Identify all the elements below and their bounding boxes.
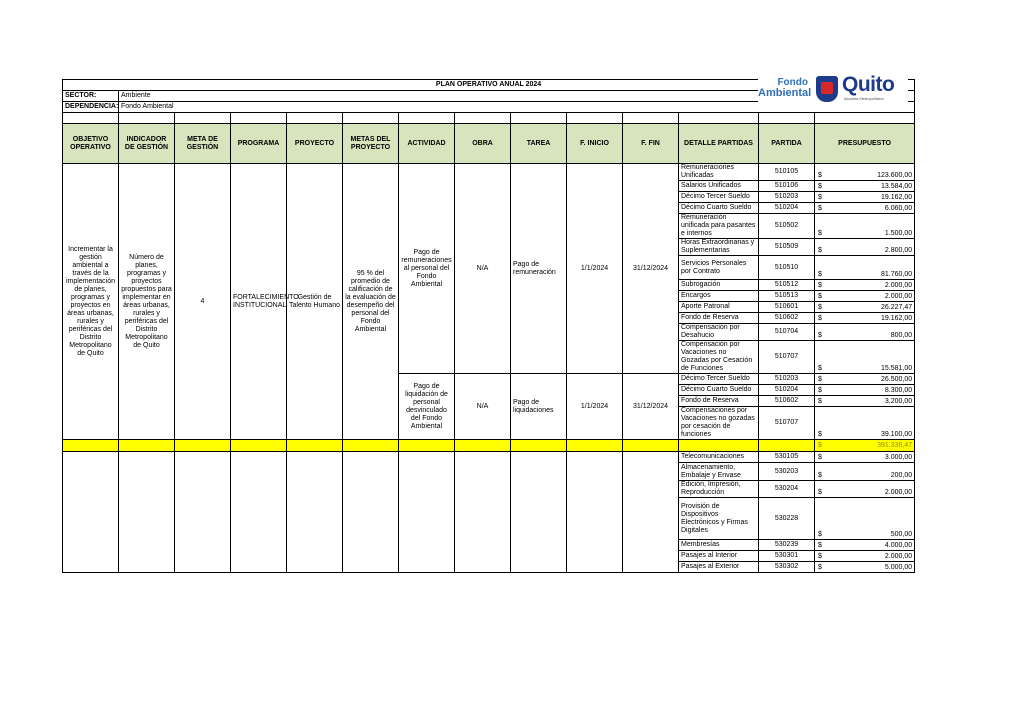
amount-cell: 2.000,00 (825, 551, 915, 562)
detalle-partida-cell: Membresías (679, 540, 759, 551)
partida-cell: 510602 (759, 313, 815, 324)
detalle-partida-cell: Compensación por Vacaciones no Gozadas por Cesación de Funciones (679, 341, 759, 374)
detalle-partida-cell: Pasajes al Exterior (679, 562, 759, 573)
quito-shield-icon (816, 76, 838, 102)
spacer-cell (231, 113, 287, 124)
partida-cell: 510509 (759, 239, 815, 256)
spacer-cell (119, 113, 175, 124)
currency-cell: $ (815, 396, 825, 407)
poa-table (62, 79, 915, 573)
partida-cell: 510601 (759, 302, 815, 313)
amount-cell: 1.500,00 (825, 214, 915, 239)
partida-cell: 510513 (759, 291, 815, 302)
quito-logo-text: Quito (842, 73, 895, 96)
partida-cell: 510203 (759, 374, 815, 385)
empty-cell (231, 452, 287, 573)
header-proyecto: PROYECTO (287, 124, 343, 164)
amount-cell: 123.600,00 (825, 164, 915, 181)
currency-cell: $ (815, 498, 825, 540)
amount-cell: 8.300,00 (825, 385, 915, 396)
amount-cell: 2.800,00 (825, 239, 915, 256)
spacer-cell (511, 113, 567, 124)
amount-cell: 3.200,00 (825, 396, 915, 407)
spacer-cell (63, 113, 119, 124)
subtotal-blank-cell (511, 440, 567, 452)
amount-cell: 800,00 (825, 324, 915, 341)
currency-cell: $ (815, 203, 825, 214)
logos (758, 75, 908, 105)
table-row (63, 452, 915, 463)
meta-cell: 4 (175, 164, 231, 440)
partida-cell: 530204 (759, 481, 815, 498)
partida-cell: 510707 (759, 407, 815, 440)
amount-cell: 500,00 (825, 498, 915, 540)
spacer-cell (399, 113, 455, 124)
amount-cell: 200,00 (825, 463, 915, 481)
detalle-partida-cell: Horas Extraordinarias y Suplementarias (679, 239, 759, 256)
tarea-cell: Pago de remuneración (511, 164, 567, 374)
header-metas-proyecto: METAS DEL PROYECTO (343, 124, 399, 164)
empty-cell (63, 452, 119, 573)
partida-cell: 510512 (759, 280, 815, 291)
currency-cell: $ (815, 385, 825, 396)
detalle-partida-cell: Encargos (679, 291, 759, 302)
amount-cell: 6.060,00 (825, 203, 915, 214)
partida-cell: 530228 (759, 498, 815, 540)
obra-cell: N/A (455, 374, 511, 440)
subtotal-blank-cell (63, 440, 119, 452)
partida-cell: 510502 (759, 214, 815, 239)
currency-cell: $ (815, 164, 825, 181)
subtotal-blank-cell (399, 440, 455, 452)
detalle-partida-cell: Fondo de Reserva (679, 396, 759, 407)
column-header-row (63, 124, 915, 164)
detalle-partida-cell: Pasajes al Interior (679, 551, 759, 562)
subtotal-amount-cell: 391.336,47 (825, 440, 915, 452)
amount-cell: 2.000,00 (825, 481, 915, 498)
currency-cell: $ (815, 341, 825, 374)
detalle-partida-cell: Compensación por Desahucio (679, 324, 759, 341)
spacer-cell (815, 113, 915, 124)
quito-logo-subtitle: Alcaldía Metropolitana (844, 96, 884, 101)
empty-cell (567, 452, 623, 573)
subtotal-blank-cell (287, 440, 343, 452)
currency-cell: $ (815, 540, 825, 551)
detalle-partida-cell: Aporte Patronal (679, 302, 759, 313)
amount-cell: 26.227,47 (825, 302, 915, 313)
logo-fondo-line2: Ambiental (758, 87, 812, 99)
currency-cell: $ (815, 551, 825, 562)
header-inicio: F. INICIO (567, 124, 623, 164)
subtotal-currency-cell: $ (815, 440, 825, 452)
subtotal-blank-cell (343, 440, 399, 452)
header-actividad: ACTIVIDAD (399, 124, 455, 164)
programa-cell: FORTALECIMIENTO INSTITUCIONAL (231, 164, 287, 440)
amount-cell: 19.162,00 (825, 313, 915, 324)
fin-cell: 31/12/2024 (623, 374, 679, 440)
currency-cell: $ (815, 280, 825, 291)
partida-cell: 530302 (759, 562, 815, 573)
detalle-partida-cell: Compensaciones por Vacaciones no gozadas por cesación de funciones (679, 407, 759, 440)
currency-cell: $ (815, 562, 825, 573)
actividad-cell: Pago de remuneraciones al personal del Fondo Ambiental (399, 164, 455, 374)
sheet-title: PLAN OPERATIVO ANUAL 2024 (63, 80, 915, 91)
currency-cell: $ (815, 302, 825, 313)
partida-cell: 510203 (759, 192, 815, 203)
partida-cell: 510105 (759, 164, 815, 181)
partida-cell: 510510 (759, 256, 815, 280)
detalle-partida-cell: Servicios Personales por Contrato (679, 256, 759, 280)
partida-cell: 530301 (759, 551, 815, 562)
detalle-partida-cell: Remuneración unificada para pasantes e internos (679, 214, 759, 239)
detalle-partida-cell: Salarios Unificados (679, 181, 759, 192)
spacer-cell (455, 113, 511, 124)
detalle-partida-cell: Subrogación (679, 280, 759, 291)
indicador-cell: Número de planes, programas y proyectos propuestos para implementar en áreas urbanas, rurales y periféricas del Distrito Metropolitano de Quito (119, 164, 175, 440)
amount-cell: 3.000,00 (825, 452, 915, 463)
detalle-partida-cell: Telecomunicaciones (679, 452, 759, 463)
detalle-partida-cell: Décimo Cuarto Sueldo (679, 385, 759, 396)
obra-cell: N/A (455, 164, 511, 374)
detalle-partida-cell: Provisión de Dispositivos Electrónicos y Firmas Digitales (679, 498, 759, 540)
header-obra: OBRA (455, 124, 511, 164)
spacer-cell (679, 113, 759, 124)
inicio-cell: 1/1/2024 (567, 374, 623, 440)
header-partida: PARTIDA (759, 124, 815, 164)
partida-cell: 510707 (759, 341, 815, 374)
currency-cell: $ (815, 324, 825, 341)
amount-cell: 4.000,00 (825, 540, 915, 551)
partida-cell: 510704 (759, 324, 815, 341)
tarea-cell: Pago de liquidaciones (511, 374, 567, 440)
table-row (63, 164, 915, 181)
header-meta: META DE GESTIÓN (175, 124, 231, 164)
currency-cell: $ (815, 256, 825, 280)
empty-cell (399, 452, 455, 573)
poa-sheet (62, 79, 913, 573)
subtotal-blank-cell (231, 440, 287, 452)
subtotal-blank-cell (679, 440, 759, 452)
partida-cell: 510204 (759, 385, 815, 396)
proyecto-cell: Gestión de Talento Humano (287, 164, 343, 440)
spacer-cell (343, 113, 399, 124)
empty-cell (175, 452, 231, 573)
partida-cell: 530239 (759, 540, 815, 551)
currency-cell: $ (815, 192, 825, 203)
fin-cell: 31/12/2024 (623, 164, 679, 374)
header-fin: F. FIN (623, 124, 679, 164)
amount-cell: 15.581,00 (825, 341, 915, 374)
header-detalle: DETALLE PARTIDAS (679, 124, 759, 164)
amount-cell: 5.000,00 (825, 562, 915, 573)
subtotal-blank-cell (567, 440, 623, 452)
header-presupuesto: PRESUPUESTO (815, 124, 915, 164)
subtotal-blank-cell (175, 440, 231, 452)
amount-cell: 19.162,00 (825, 192, 915, 203)
actividad-cell: Pago de liquidación de personal desvinculado del Fondo Ambiental (399, 374, 455, 440)
partida-cell: 530203 (759, 463, 815, 481)
empty-cell (455, 452, 511, 573)
currency-cell: $ (815, 481, 825, 498)
sector-value: Ambiente (119, 91, 915, 102)
currency-cell: $ (815, 291, 825, 302)
spacer-cell (759, 113, 815, 124)
currency-cell: $ (815, 239, 825, 256)
currency-cell: $ (815, 463, 825, 481)
header-objetivo: OBJETIVO OPERATIVO (63, 124, 119, 164)
detalle-partida-cell: Edición, Impresión, Reproducción (679, 481, 759, 498)
currency-cell: $ (815, 214, 825, 239)
empty-cell (511, 452, 567, 573)
spacer-cell (567, 113, 623, 124)
spacer-cell (287, 113, 343, 124)
fondo-ambiental-logo (758, 77, 812, 99)
amount-cell: 2.000,00 (825, 280, 915, 291)
detalle-partida-cell: Almacenamiento, Embalaje y Envase (679, 463, 759, 481)
subtotal-blank-cell (623, 440, 679, 452)
sector-label: SECTOR: (63, 91, 119, 102)
currency-cell: $ (815, 181, 825, 192)
header-indicador: INDICADOR DE GESTIÓN (119, 124, 175, 164)
objetivo-cell: Incrementar la gestión ambiental a través de la implementación de planes, programas y proyectos en áreas urbanas, rurales y periféricas del Distrito Metropolitano de Quito (63, 164, 119, 440)
empty-cell (119, 452, 175, 573)
amount-cell: 81.760,00 (825, 256, 915, 280)
dependencia-value: Fondo Ambiental (119, 102, 915, 113)
partida-cell: 510106 (759, 181, 815, 192)
partida-cell: 530105 (759, 452, 815, 463)
amount-cell: 26.500,00 (825, 374, 915, 385)
detalle-partida-cell: Remuneraciones Unificadas (679, 164, 759, 181)
partida-cell: 510204 (759, 203, 815, 214)
currency-cell: $ (815, 313, 825, 324)
spacer-cell (175, 113, 231, 124)
empty-cell (623, 452, 679, 573)
logo-fondo-line1: Fondo (777, 77, 808, 88)
subtotal-row (63, 440, 915, 452)
currency-cell: $ (815, 407, 825, 440)
metas-proyecto-cell: 95 % del promedio de calificación de la evaluación de desempeño del personal del Fondo Ambiental (343, 164, 399, 440)
inicio-cell: 1/1/2024 (567, 164, 623, 374)
partida-cell: 510602 (759, 396, 815, 407)
detalle-partida-cell: Décimo Cuarto Sueldo (679, 203, 759, 214)
empty-cell (343, 452, 399, 573)
header-tarea: TAREA (511, 124, 567, 164)
amount-cell: 2.000,00 (825, 291, 915, 302)
detalle-partida-cell: Fondo de Reserva (679, 313, 759, 324)
header-programa: PROGRAMA (231, 124, 287, 164)
detalle-partida-cell: Décimo Tercer Sueldo (679, 192, 759, 203)
dependencia-label: DEPENDENCIA: (63, 102, 119, 113)
amount-cell: 13.584,00 (825, 181, 915, 192)
detalle-partida-cell: Décimo Tercer Sueldo (679, 374, 759, 385)
empty-cell (287, 452, 343, 573)
currency-cell: $ (815, 452, 825, 463)
subtotal-blank-cell (759, 440, 815, 452)
amount-cell: 39.100,00 (825, 407, 915, 440)
subtotal-blank-cell (455, 440, 511, 452)
subtotal-blank-cell (119, 440, 175, 452)
spacer-cell (623, 113, 679, 124)
currency-cell: $ (815, 374, 825, 385)
